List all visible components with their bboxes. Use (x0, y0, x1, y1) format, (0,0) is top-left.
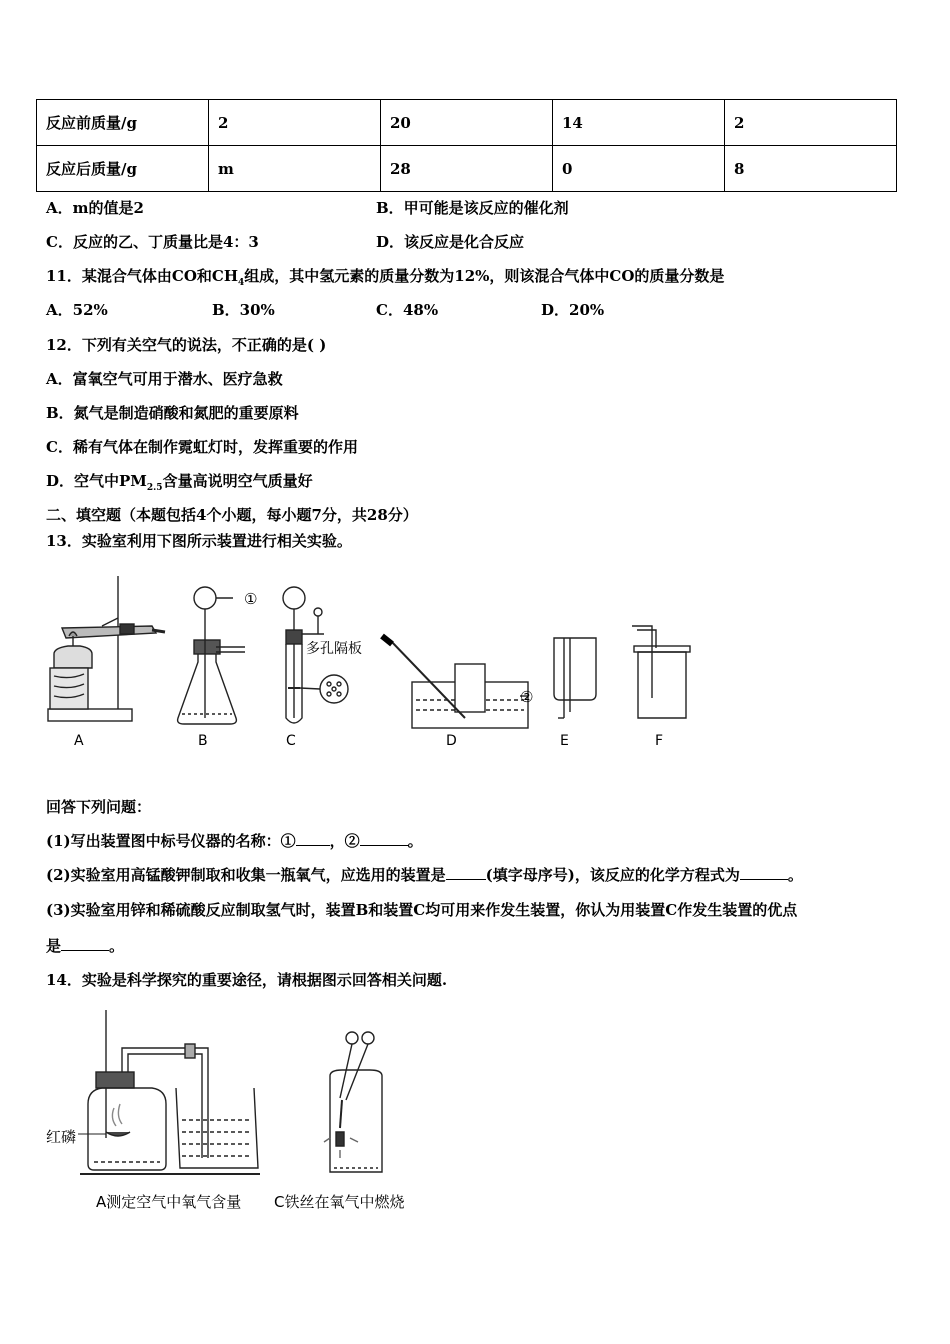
q11-option-d: D．20% (541, 301, 605, 319)
apparatus-a (48, 576, 165, 721)
oxygen-measurement-apparatus (78, 1010, 260, 1174)
q10-option-b: B．甲可能是该反应的催化剂 (376, 199, 569, 217)
q10-option-d: D．该反应是化合反应 (376, 233, 525, 251)
q10-option-a: A．m的值是2 (46, 199, 144, 217)
label-c: C (286, 733, 296, 749)
q14-stem: 14．实验是科学探究的重要途径，请根据图示回答相关问题. (46, 971, 448, 989)
table-cell: 20 (381, 100, 553, 146)
q14-apparatus-figure (40, 1008, 440, 1218)
row-label: 反应后质量/g (37, 146, 209, 192)
row-label: 反应前质量/g (37, 100, 209, 146)
caption-a: A测定空气中氧气含量 (96, 1193, 242, 1211)
q13-apparatus-figure (40, 568, 710, 753)
table-cell: 0 (553, 146, 725, 192)
table-row (37, 146, 897, 192)
table-cell: 8 (725, 146, 897, 192)
q13-stem: 13．实验室利用下图所示装置进行相关实验。 (46, 532, 352, 550)
table-cell: 28 (381, 146, 553, 192)
label-a: A (74, 733, 84, 749)
apparatus-f (632, 626, 690, 718)
apparatus-b (178, 587, 245, 724)
apparatus-d (382, 636, 528, 728)
plate-label: 多孔隔板 (306, 641, 362, 657)
table-cell: 2 (725, 100, 897, 146)
q11-stem: 11．某混合气体由CO和$CH_4$组成，其中氢元素的质量分数为12%，则该混合气体中CO的质量分数是 (46, 267, 725, 288)
q12-option-a: A．富氧空气可用于潜水、医疗急救 (46, 370, 283, 388)
apparatus-e (554, 638, 596, 718)
answer-blank[interactable] (740, 865, 788, 880)
q11-option-b: B．30% (212, 301, 275, 319)
answer-blank[interactable] (296, 831, 330, 846)
label-f: F (655, 733, 664, 749)
q13-part-3-cont: 是 。 (46, 937, 125, 955)
marker-2: ② (520, 688, 534, 706)
q12-option-d: D．空气中$PM_{2.5}$含量高说明空气质量好 (46, 472, 313, 493)
reaction-mass-table (36, 99, 897, 192)
marker-1: ① (244, 590, 258, 608)
table-cell: 2 (209, 100, 381, 146)
q13-part-2: (2)实验室用高锰酸钾制取和收集一瓶氧气，应选用的装置是 (填字母序号)，该反应的化学方程式为 。 (46, 866, 803, 884)
section-heading: 二、填空题（本题包括4个小题，每小题7分，共28分） (46, 506, 418, 524)
table-row (37, 100, 897, 146)
label-d: D (446, 733, 457, 749)
answer-blank[interactable] (446, 865, 486, 880)
iron-burning-apparatus (324, 1032, 382, 1172)
q12-stem: 12．下列有关空气的说法，不正确的是( ) (46, 336, 327, 354)
q12-option-b: B．氮气是制造硝酸和氮肥的重要原料 (46, 404, 299, 422)
q13-part-1: (1)写出装置图中标号仪器的名称：① ，② 。 (46, 832, 423, 850)
q11-option-a: A．52% (46, 301, 108, 319)
answer-blank[interactable] (360, 831, 408, 846)
caption-c: C铁丝在氧气中燃烧 (274, 1193, 405, 1211)
label-b: B (198, 733, 208, 749)
q12-option-c: C．稀有气体在制作霓虹灯时，发挥重要的作用 (46, 438, 358, 456)
answer-blank[interactable] (61, 936, 109, 951)
label-e: E (560, 733, 569, 749)
table-cell: 14 (553, 100, 725, 146)
q10-option-c: C．反应的乙、丁质量比是4：3 (46, 233, 259, 251)
answer-intro: 回答下列问题： (46, 798, 152, 816)
table-cell: m (209, 146, 381, 192)
red-phosphorus-label: 红磷 (46, 1128, 77, 1146)
q11-option-c: C．48% (376, 301, 439, 319)
q13-part-3: (3)实验室用锌和稀硫酸反应制取氢气时，装置B和装置C均可用来作发生装置，你认为用装置C作发生装置的优点 (46, 901, 798, 919)
